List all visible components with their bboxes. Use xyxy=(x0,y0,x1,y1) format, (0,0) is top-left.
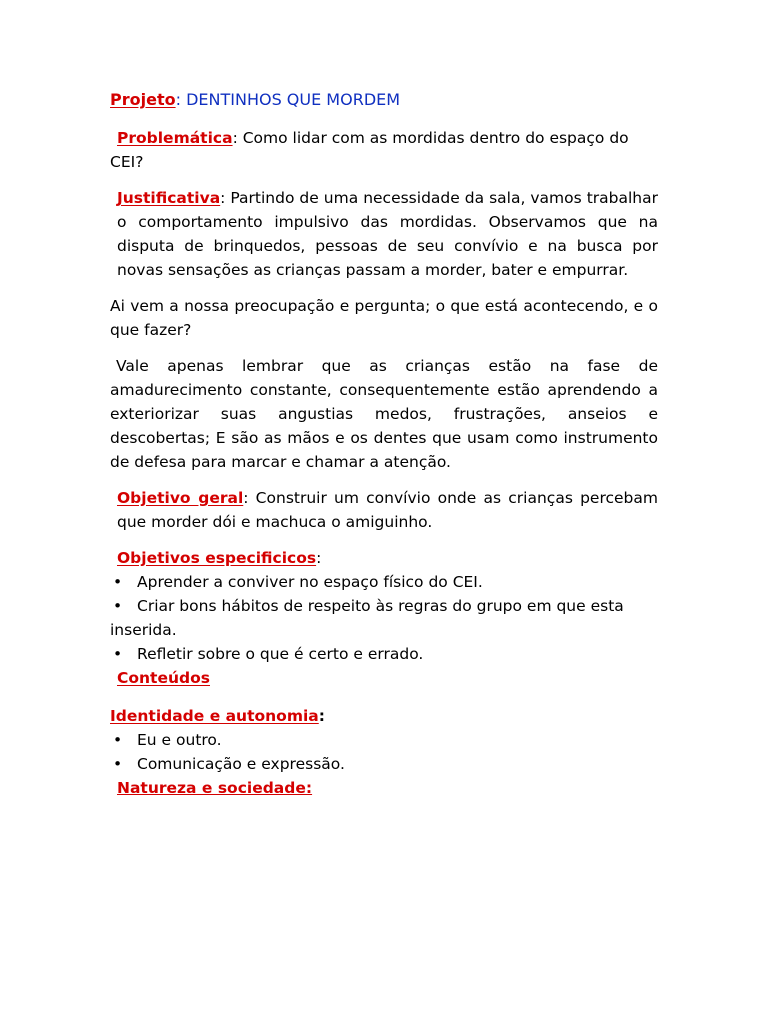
natureza-label: Natureza e sociedade: xyxy=(117,779,313,797)
problematica-paragraph xyxy=(110,126,658,174)
list-item: • Comunicação e expressão. xyxy=(110,752,658,776)
list-item: • Refletir sobre o que é certo e errado. xyxy=(110,642,658,666)
justificativa-label: Justificativa xyxy=(117,189,221,207)
justificativa-text: : Partindo de uma necessidade da sala, vamos trabalhar o comportamento impulsivo das mordidas. Observamos que na disputa de brinquedos, pessoas de seu convívio e na busca por novas sensações as crianças passam a morder, bater e empurrar. xyxy=(117,189,658,279)
list-item: • Eu e outro. xyxy=(110,728,658,752)
objetivos-especificos-heading xyxy=(110,546,658,570)
list-item: • Criar bons hábitos de respeito às regras do grupo em que esta inserida. xyxy=(110,594,658,642)
identidade-colon: : xyxy=(318,707,325,725)
objetivo-geral-label: Objetivo geral xyxy=(117,489,244,507)
natureza-heading xyxy=(110,776,658,800)
objetivo-geral-text: : Construir um convívio onde as crianças percebam que morder dói e machuca o amiguinho. xyxy=(117,489,658,531)
identidade-list xyxy=(110,728,658,776)
conteudos-heading xyxy=(110,666,658,690)
problematica-label: Problemática xyxy=(117,129,233,147)
project-label: Projeto xyxy=(110,90,176,109)
identidade-heading xyxy=(110,704,658,728)
project-title xyxy=(110,88,658,112)
conteudos-label: Conteúdos xyxy=(117,669,210,687)
objetivo-geral-paragraph xyxy=(110,486,658,534)
objetivos-especificos-list xyxy=(110,570,658,666)
problematica-text: : Como lidar com as mordidas dentro do espaço do xyxy=(232,129,629,147)
project-name: DENTINHOS QUE MORDEM xyxy=(186,90,401,109)
problematica-text-cont: CEI? xyxy=(110,153,144,171)
ai-paragraph: Ai vem a nossa preocupação e pergunta; o que está acontecendo, e o que fazer? xyxy=(110,297,658,339)
list-item: • Aprender a conviver no espaço físico do CEI. xyxy=(110,570,658,594)
identidade-label: Identidade e autonomia xyxy=(110,707,319,725)
objetivos-especificos-colon: : xyxy=(316,549,322,567)
justificativa-paragraph xyxy=(110,186,658,282)
project-title-separator: : xyxy=(175,90,181,109)
objetivos-especificos-label: Objetivos especificicos xyxy=(117,549,317,567)
vale-paragraph: Vale apenas lembrar que as crianças estão na fase de amadurecimento constante, consequentemente estão aprendendo a exteriorizar suas angustias medos, frustrações, anseios e descobertas; E são as mãos e os dentes que usam como instrumento de defesa para marcar e chamar a atenção. xyxy=(110,357,658,471)
